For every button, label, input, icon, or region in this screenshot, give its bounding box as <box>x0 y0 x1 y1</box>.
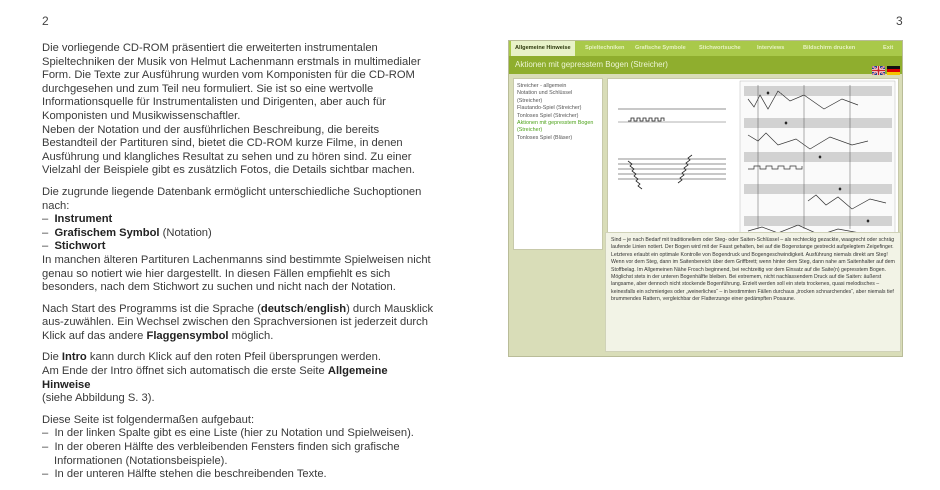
nav-bildschirm-drucken[interactable]: Bildschirm drucken <box>803 45 856 51</box>
topic-list <box>513 78 603 250</box>
structure-item-3: – In der unteren Hälfte stehen die beschreibenden Texte. <box>42 468 327 481</box>
page-number-left: 2 <box>42 14 49 28</box>
section-title: Aktionen mit gepresstem Bogen (Streicher) <box>515 60 668 69</box>
score-excerpt <box>740 81 895 246</box>
option-symbol: – Grafischem Symbol (Notation) <box>42 226 212 239</box>
english-flag-icon[interactable] <box>872 66 885 75</box>
nav-interviews[interactable]: Interviews <box>757 45 785 51</box>
list-item[interactable]: Notation und Schlüssel <box>517 90 573 97</box>
section-title-bar <box>509 56 902 74</box>
list-item[interactable]: Flautando-Spiel (Streicher) <box>517 105 582 112</box>
list-item-active[interactable]: Aktionen mit gepresstem Bogen <box>517 120 594 127</box>
list-item[interactable]: (Streicher) <box>517 97 543 104</box>
structure-item-1: – In der linken Spalte gibt es eine Liste (hier zu Notation und Spielweisen). <box>42 427 414 440</box>
paragraph-structure: Diese Seite ist folgendermaßen aufgebaut: – In der linken Spalte gibt es eine Liste (hier zu Notation und Spielweisen). – In der oberen Hälfte des verbleibenden Fensters finden sich grafische Informationen (Notationsbeispiele). – In der unteren Hälfte stehen die beschreibenden Texte. <box>42 414 434 482</box>
nav-spieltechniken[interactable]: Spieltechniken <box>585 45 625 51</box>
nav-exit[interactable]: Exit <box>883 45 894 51</box>
nav-bar <box>509 41 902 56</box>
list-item[interactable]: Streicher - allgemein <box>517 83 567 89</box>
german-flag-icon[interactable] <box>887 66 900 75</box>
option-keyword: – Stichwort <box>42 240 106 253</box>
paragraph-intro-skip: Die Intro kann durch Klick auf den roten Pfeil übersprungen werden. Am Ende der Intro öffnet sich automatisch die erste Seite Allgemeine Hinweise (siehe Abbildung S. 3). <box>42 351 388 405</box>
paragraph-search-options: Die zugrunde liegende Datenbank ermöglicht unterschiedliche Suchoptionen nach: – Instrument – Grafischem Symbol (Notation) – Stichwort In manchen älteren Partituren Lachenmanns sind bestimmte Spielweisen nicht genau so notiert wie hier dargestellt. In diesen Fällen empfiehlt es sich besonders, nach dem Stichwort zu suchen und nicht nach der Notation. <box>42 186 434 295</box>
page-number-right: 3 <box>896 14 903 28</box>
left-text-column <box>42 42 434 490</box>
list-item[interactable]: Tonloses Spiel (Streicher) <box>517 112 579 119</box>
nav-stichwortsuche[interactable]: Stichwortsuche <box>699 45 741 51</box>
description-text: Sind – je nach Bedarf mit traditionellem oder Steg- oder Saiten-Schlüssel – als rechteckig gezackte, waagrecht oder schräg laufende Linien notiert. Der Bogen wird mit der Faust gehalten, bei auf die Bogenstange gestreckt aufgelegtem Zeigefinger. Letzteres erlaubt ein optimale Kontrolle von Bogendruck und Bogengeschwindigkeit. Ausführung niemals direkt am Steg! Wenn vor dem Steg, dann im Saitenbereich über dem Griffbrett; wenn hinter dem Steg, dann nahe am Saitenhalter auf dem Stoffbelag. Im Allgemeinen Nähe Frosch beginnend, bei rechtzeitig vor dem Einsatz auf die Saite(n) gepresstem Bogen. Möglichst stets in der unteren Bogenhälfte bleiben. Bei extremem, nicht nachlassendem Druck auf die Saiten: äußerst langsame, aber dennoch nicht stockende Bogenführung. Erzielt werden soll ein stets trockenes, quasi melodisches – keinesfalls ein schmieriges oder „weinerliches“ – in bestimmten Fällen durchaus „trocken schnarchendes“, aber niemals tief brummendes Rattern, vergleichbar der Flatterzunge einer gedämpften Posaune. <box>605 232 901 352</box>
paragraph-intro: Die vorliegende CD-ROM präsentiert die erweiterten instrumentalen Spieltechniken der Musik von Helmut Lachenmann erstmals in multimedialer Form. Die Texte zur Ausführung wurden vom Komponisten für die CD-ROM durchgesehen und zum Teil neu formuliert. Sie ist so eine wertvolle Informationsquelle für Instrumentalisten und Dirigenten, aber auch für Komponisten und Musikwissenschaftler. Neben der Notation und der ausführlichen Beschreibung, die bereits Bestandteil der Partituren sind, bietet die CD-ROM kurze Filme, in denen Ausführung und klangliches Resultat zu sehen und zu hören sind. Zu einer Vielzahl der Beispiele gibt es zusätzlich Fotos, die Details sichtbar machen. <box>42 42 421 177</box>
paragraph-language: Nach Start des Programms ist die Sprache (deutsch/english) durch Mausklick aus-zuwählen. Ein Wechsel zwischen den Sprachversionen ist jederzeit durch Klick auf das andere Flaggensymbol möglich. <box>42 302 434 342</box>
nav-allgemeine-hinweise[interactable]: Allgemeine Hinweise <box>511 41 575 56</box>
notation-examples <box>608 79 898 249</box>
structure-item-2: – In der oberen Hälfte des verbleibenden Fensters finden sich grafische Informationen (Notationsbeispiele). <box>42 441 400 467</box>
nav-grafische-symbole[interactable]: Grafische Symbole <box>635 45 686 51</box>
list-item[interactable]: Tonloses Spiel (Bläser) <box>517 134 573 141</box>
cdrom-screenshot <box>508 40 903 357</box>
notation-example-left <box>618 109 726 189</box>
notation-image-area <box>607 78 899 250</box>
list-item-active[interactable]: (Streicher) <box>517 127 543 134</box>
option-instrument: – Instrument <box>42 213 113 226</box>
